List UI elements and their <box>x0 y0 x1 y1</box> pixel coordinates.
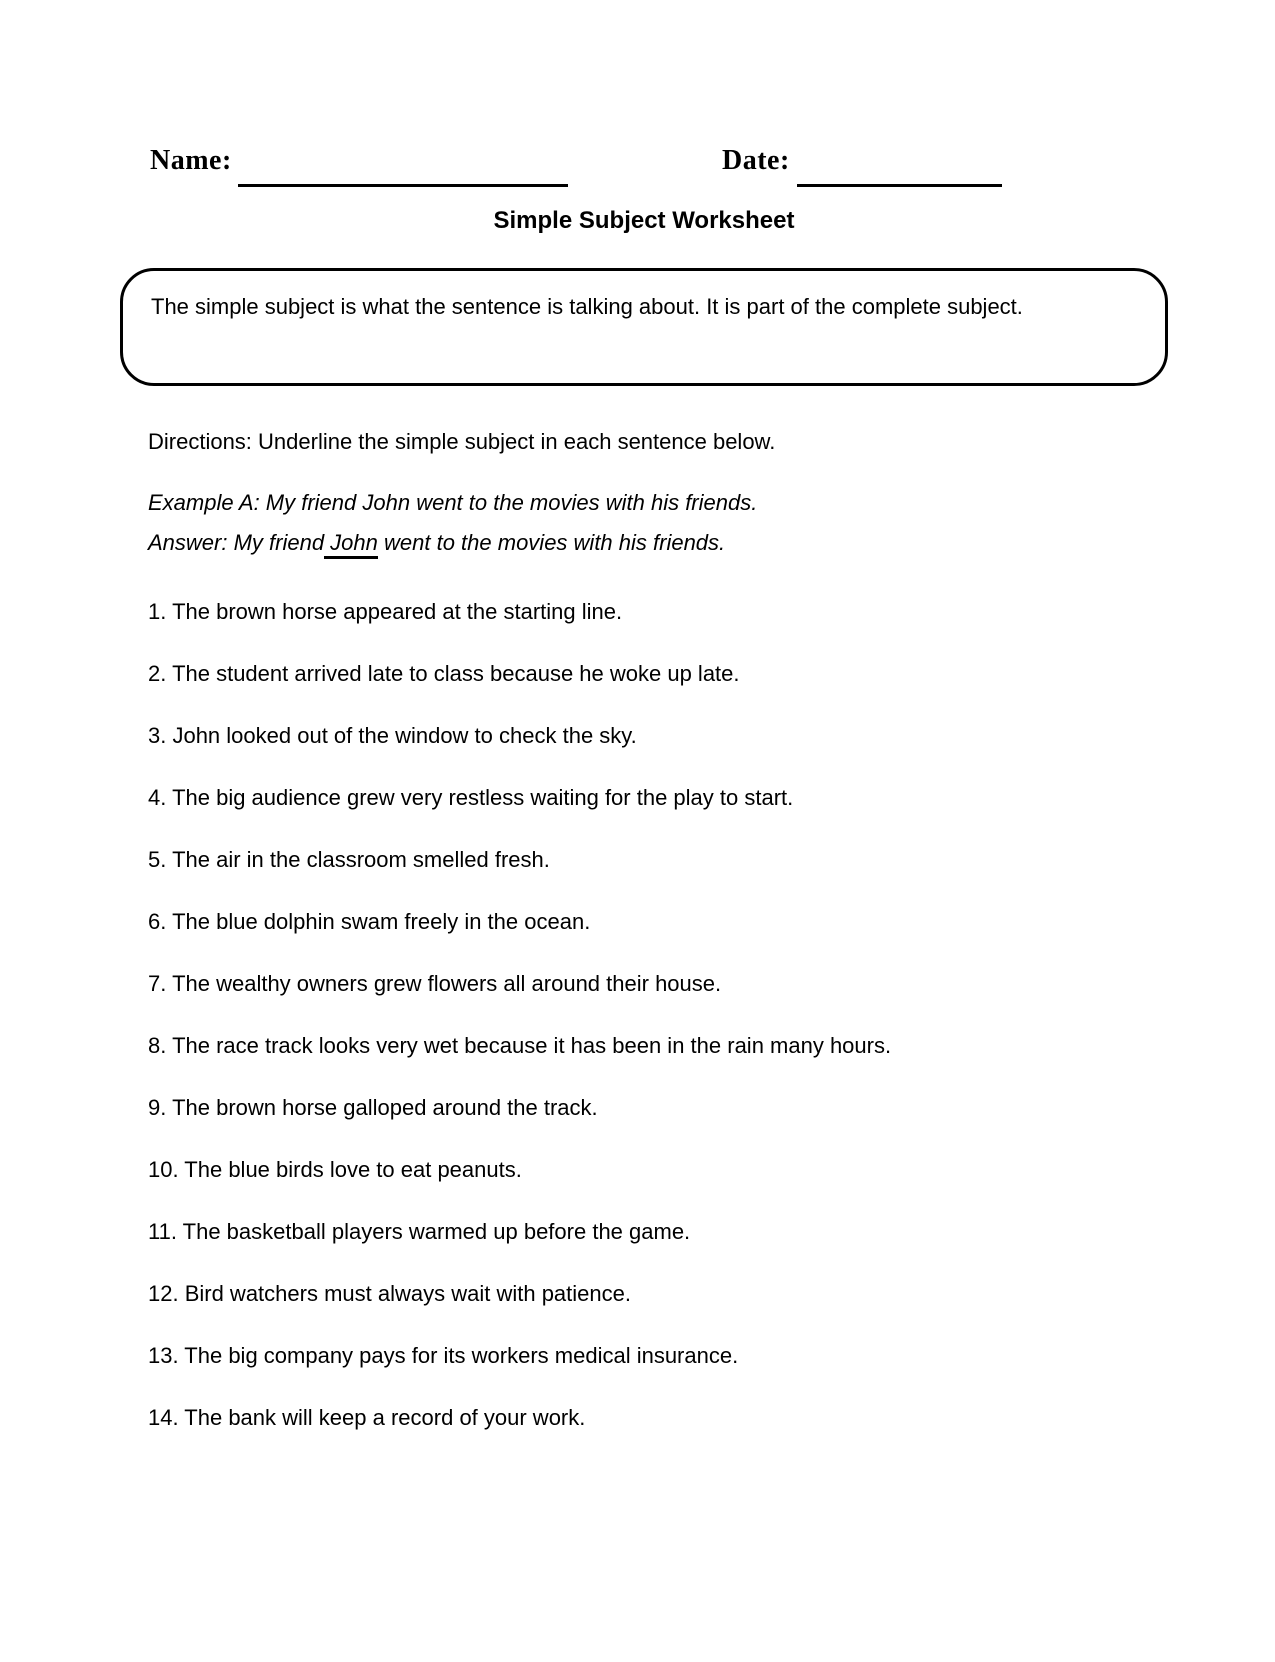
sentence-item: 10. The blue birds love to eat peanuts. <box>148 1157 522 1182</box>
sentence-item: 14. The bank will keep a record of your work. <box>148 1405 586 1430</box>
name-label: Name: <box>150 145 232 176</box>
sentence-item: 2. The student arrived late to class because he woke up late. <box>148 661 740 686</box>
sentence-list <box>148 598 1168 1466</box>
date-blank-line <box>797 184 1002 187</box>
answer-underlined-word: John <box>324 530 378 559</box>
directions-text: Directions: Underline the simple subject in each sentence below. <box>148 429 776 454</box>
sentence-item: 7. The wealthy owners grew flowers all around their house. <box>148 971 722 996</box>
date-label: Date: <box>722 145 790 176</box>
definition-box <box>120 268 1168 386</box>
sentence-item: 4. The big audience grew very restless waiting for the play to start. <box>148 785 794 810</box>
sentence-item: 11. The basketball players warmed up before the game. <box>148 1219 691 1244</box>
example-answer-line <box>148 529 1168 557</box>
sentence-item: 6. The blue dolphin swam freely in the ocean. <box>148 909 591 934</box>
sentence-item: 5. The air in the classroom smelled fresh. <box>148 847 550 872</box>
sentence-item: 12. Bird watchers must always wait with patience. <box>148 1281 631 1306</box>
example-block <box>148 489 1168 569</box>
example-prompt-line: Example A: My friend John went to the movies with his friends. <box>148 490 758 515</box>
name-blank-line <box>238 184 568 187</box>
sentence-item: 3. John looked out of the window to check the sky. <box>148 723 637 748</box>
answer-suffix: went to the movies with his friends. <box>377 530 726 555</box>
definition-text: The simple subject is what the sentence is talking about. It is part of the complete subject. <box>151 294 1023 319</box>
sentence-item: 1. The brown horse appeared at the starting line. <box>148 599 623 624</box>
answer-prefix: Answer: My friend <box>148 530 325 555</box>
sentence-item: 13. The big company pays for its workers medical insurance. <box>148 1343 739 1368</box>
page-title: Simple Subject Worksheet <box>493 207 795 234</box>
sentence-item: 8. The race track looks very wet because it has been in the rain many hours. <box>148 1033 892 1058</box>
sentence-item: 9. The brown horse galloped around the track. <box>148 1095 598 1120</box>
